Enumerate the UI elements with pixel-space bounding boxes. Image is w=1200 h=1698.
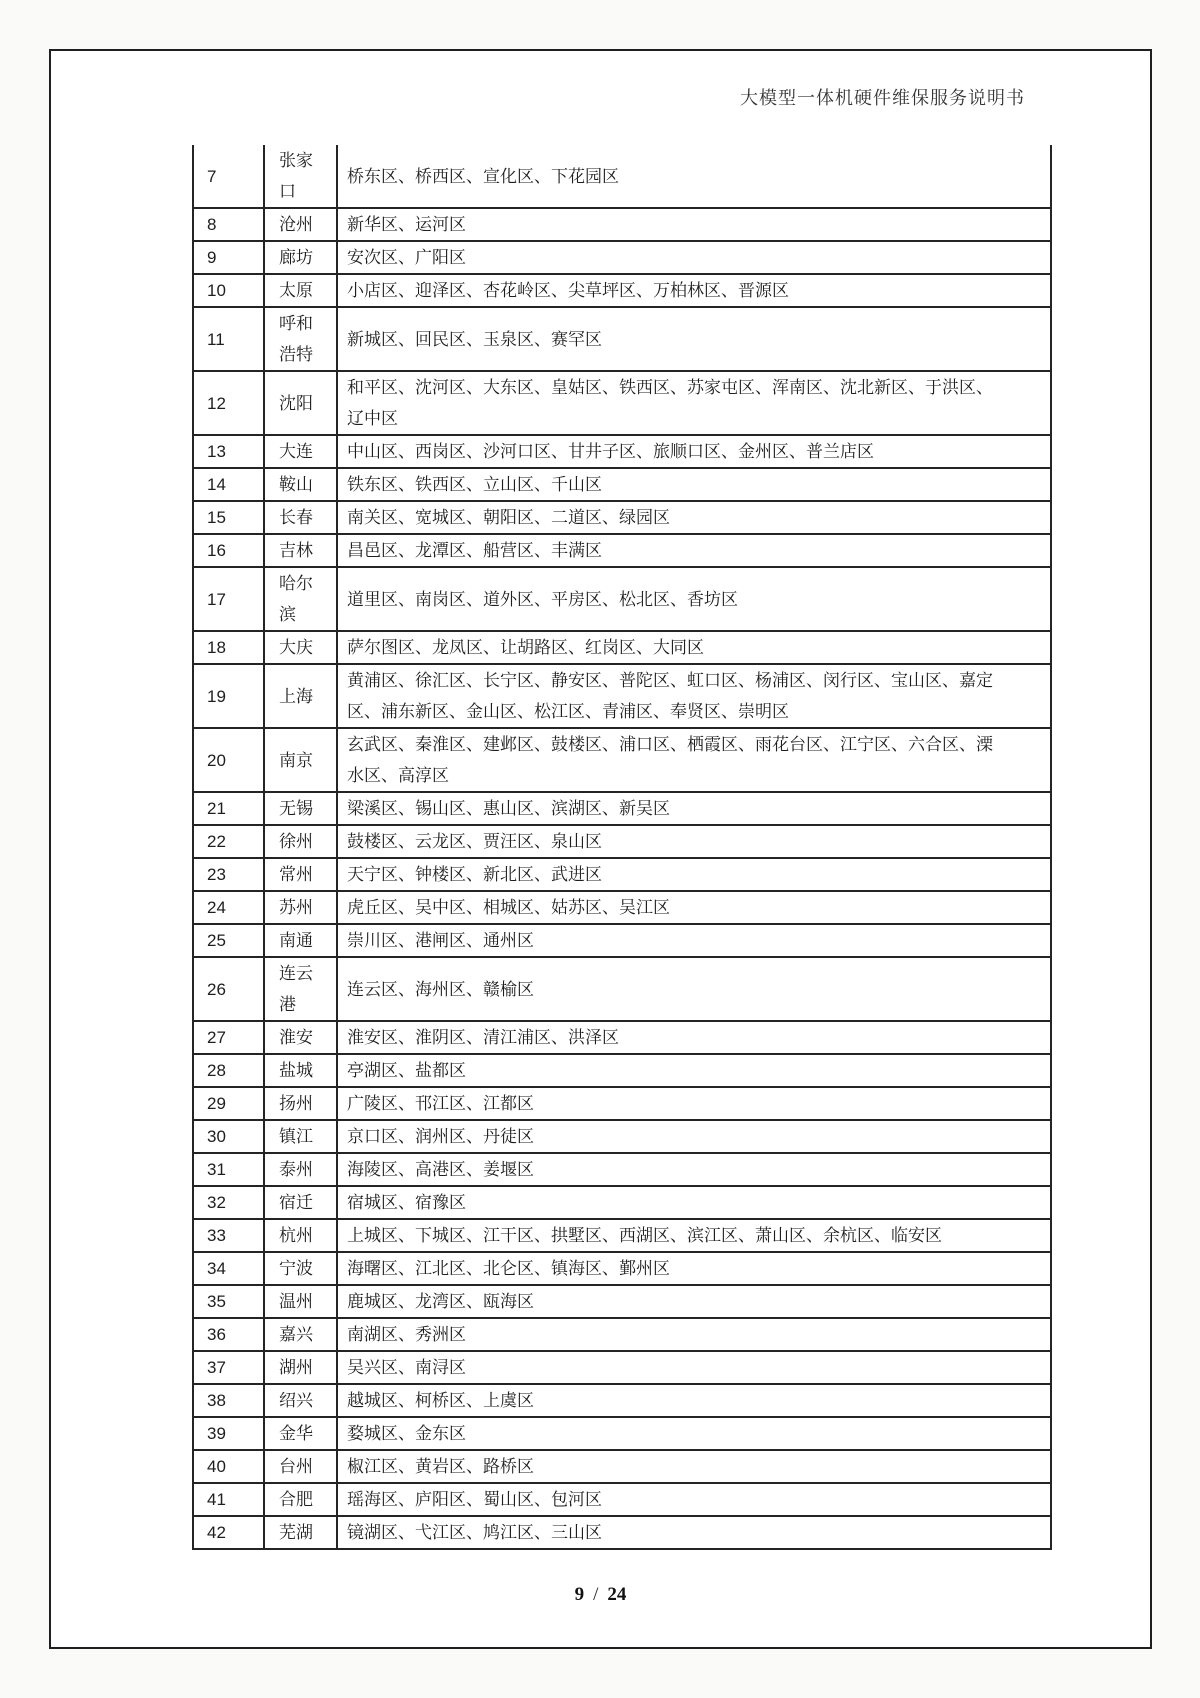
row-number-cell: 42	[193, 1516, 264, 1549]
districts-cell: 越城区、柯桥区、上虞区	[337, 1384, 1051, 1417]
districts-cell: 桥东区、桥西区、宣化区、下花园区	[337, 145, 1051, 208]
districts-cell: 广陵区、邗江区、江都区	[337, 1087, 1051, 1120]
districts-cell: 梁溪区、锡山区、惠山区、滨湖区、新吴区	[337, 792, 1051, 825]
table-row	[193, 825, 1051, 858]
table-row	[193, 1120, 1051, 1153]
table-row	[193, 274, 1051, 307]
table-row	[193, 858, 1051, 891]
districts-cell: 和平区、沈河区、大东区、皇姑区、铁西区、苏家屯区、浑南区、沈北新区、于洪区、辽中区	[337, 371, 1051, 435]
row-number-cell: 36	[193, 1318, 264, 1351]
city-cell: 吉林	[264, 534, 337, 567]
table-row	[193, 957, 1051, 1021]
coverage-table-body	[193, 145, 1051, 1549]
table-row	[193, 145, 1051, 208]
city-cell: 温州	[264, 1285, 337, 1318]
page-number-separator: /	[593, 1584, 599, 1605]
districts-cell: 萨尔图区、龙凤区、让胡路区、红岗区、大同区	[337, 631, 1051, 664]
districts-cell: 黄浦区、徐汇区、长宁区、静安区、普陀区、虹口区、杨浦区、闵行区、宝山区、嘉定区、浦东新区、金山区、松江区、青浦区、奉贤区、崇明区	[337, 664, 1051, 728]
table-row	[193, 1252, 1051, 1285]
table-row	[193, 1318, 1051, 1351]
row-number-cell: 17	[193, 567, 264, 631]
districts-cell: 安次区、广阳区	[337, 241, 1051, 274]
row-number-cell: 27	[193, 1021, 264, 1054]
districts-cell: 亭湖区、盐都区	[337, 1054, 1051, 1087]
row-number-cell: 29	[193, 1087, 264, 1120]
row-number-cell: 28	[193, 1054, 264, 1087]
row-number-cell: 25	[193, 924, 264, 957]
city-cell: 南京	[264, 728, 337, 792]
districts-cell: 连云区、海州区、赣榆区	[337, 957, 1051, 1021]
districts-cell: 淮安区、淮阴区、清江浦区、洪泽区	[337, 1021, 1051, 1054]
city-cell: 湖州	[264, 1351, 337, 1384]
city-cell: 台州	[264, 1450, 337, 1483]
row-number-cell: 7	[193, 145, 264, 208]
row-number-cell: 26	[193, 957, 264, 1021]
city-cell: 无锡	[264, 792, 337, 825]
districts-cell: 海曙区、江北区、北仑区、镇海区、鄞州区	[337, 1252, 1051, 1285]
city-cell: 呼和浩特	[264, 307, 337, 371]
city-cell: 盐城	[264, 1054, 337, 1087]
table-row	[193, 1219, 1051, 1252]
row-number-cell: 30	[193, 1120, 264, 1153]
row-number-cell: 20	[193, 728, 264, 792]
districts-cell: 南湖区、秀洲区	[337, 1318, 1051, 1351]
table-row	[193, 241, 1051, 274]
table-row	[193, 1054, 1051, 1087]
page-footer	[49, 1584, 1152, 1606]
table-row	[193, 307, 1051, 371]
row-number-cell: 41	[193, 1483, 264, 1516]
table-row	[193, 1021, 1051, 1054]
city-cell: 嘉兴	[264, 1318, 337, 1351]
districts-cell: 鼓楼区、云龙区、贾汪区、泉山区	[337, 825, 1051, 858]
city-cell: 沧州	[264, 208, 337, 241]
row-number-cell: 39	[193, 1417, 264, 1450]
city-cell: 镇江	[264, 1120, 337, 1153]
districts-cell: 宿城区、宿豫区	[337, 1186, 1051, 1219]
row-number-cell: 14	[193, 468, 264, 501]
districts-cell: 天宁区、钟楼区、新北区、武进区	[337, 858, 1051, 891]
table-row	[193, 1384, 1051, 1417]
districts-cell: 海陵区、高港区、姜堰区	[337, 1153, 1051, 1186]
table-row	[193, 1153, 1051, 1186]
city-cell: 太原	[264, 274, 337, 307]
districts-cell: 虎丘区、吴中区、相城区、姑苏区、吴江区	[337, 891, 1051, 924]
city-cell: 哈尔滨	[264, 567, 337, 631]
row-number-cell: 22	[193, 825, 264, 858]
table-row	[193, 208, 1051, 241]
districts-cell: 南关区、宽城区、朝阳区、二道区、绿园区	[337, 501, 1051, 534]
city-cell: 鞍山	[264, 468, 337, 501]
row-number-cell: 11	[193, 307, 264, 371]
table-row	[193, 1450, 1051, 1483]
city-cell: 泰州	[264, 1153, 337, 1186]
row-number-cell: 19	[193, 664, 264, 728]
table-row	[193, 1483, 1051, 1516]
table-row	[193, 728, 1051, 792]
row-number-cell: 37	[193, 1351, 264, 1384]
row-number-cell: 33	[193, 1219, 264, 1252]
districts-cell: 中山区、西岗区、沙河口区、甘井子区、旅顺口区、金州区、普兰店区	[337, 435, 1051, 468]
table-row	[193, 1087, 1051, 1120]
city-cell: 上海	[264, 664, 337, 728]
city-cell: 宿迁	[264, 1186, 337, 1219]
districts-cell: 道里区、南岗区、道外区、平房区、松北区、香坊区	[337, 567, 1051, 631]
row-number-cell: 23	[193, 858, 264, 891]
city-cell: 常州	[264, 858, 337, 891]
row-number-cell: 10	[193, 274, 264, 307]
table-row	[193, 567, 1051, 631]
row-number-cell: 21	[193, 792, 264, 825]
table-row	[193, 631, 1051, 664]
row-number-cell: 32	[193, 1186, 264, 1219]
row-number-cell: 18	[193, 631, 264, 664]
districts-cell: 婺城区、金东区	[337, 1417, 1051, 1450]
document-header-title: 大模型一体机硬件维保服务说明书	[740, 88, 1025, 108]
city-cell: 连云港	[264, 957, 337, 1021]
table-row	[193, 891, 1051, 924]
districts-cell: 昌邑区、龙潭区、船营区、丰满区	[337, 534, 1051, 567]
row-number-cell: 16	[193, 534, 264, 567]
districts-cell: 小店区、迎泽区、杏花岭区、尖草坪区、万柏林区、晋源区	[337, 274, 1051, 307]
city-cell: 金华	[264, 1417, 337, 1450]
districts-cell: 上城区、下城区、江干区、拱墅区、西湖区、滨江区、萧山区、余杭区、临安区	[337, 1219, 1051, 1252]
row-number-cell: 15	[193, 501, 264, 534]
table-row	[193, 1516, 1051, 1549]
districts-cell: 玄武区、秦淮区、建邺区、鼓楼区、浦口区、栖霞区、雨花台区、江宁区、六合区、溧水区、高淳区	[337, 728, 1051, 792]
row-number-cell: 35	[193, 1285, 264, 1318]
city-cell: 杭州	[264, 1219, 337, 1252]
districts-cell: 铁东区、铁西区、立山区、千山区	[337, 468, 1051, 501]
districts-cell: 椒江区、黄岩区、路桥区	[337, 1450, 1051, 1483]
table-row	[193, 1186, 1051, 1219]
row-number-cell: 8	[193, 208, 264, 241]
city-cell: 廊坊	[264, 241, 337, 274]
row-number-cell: 13	[193, 435, 264, 468]
city-cell: 长春	[264, 501, 337, 534]
city-cell: 南通	[264, 924, 337, 957]
table-row	[193, 1417, 1051, 1450]
total-page-count: 24	[607, 1584, 627, 1605]
service-coverage-table	[192, 145, 1052, 1550]
city-cell: 合肥	[264, 1483, 337, 1516]
table-row	[193, 468, 1051, 501]
districts-cell: 瑶海区、庐阳区、蜀山区、包河区	[337, 1483, 1051, 1516]
districts-cell: 镜湖区、弋江区、鸠江区、三山区	[337, 1516, 1051, 1549]
districts-cell: 新城区、回民区、玉泉区、赛罕区	[337, 307, 1051, 371]
table-row	[193, 435, 1051, 468]
city-cell: 大连	[264, 435, 337, 468]
city-cell: 淮安	[264, 1021, 337, 1054]
districts-cell: 京口区、润州区、丹徒区	[337, 1120, 1051, 1153]
districts-cell: 鹿城区、龙湾区、瓯海区	[337, 1285, 1051, 1318]
city-cell: 张家口	[264, 145, 337, 208]
row-number-cell: 12	[193, 371, 264, 435]
city-cell: 芜湖	[264, 1516, 337, 1549]
city-cell: 苏州	[264, 891, 337, 924]
table-row	[193, 664, 1051, 728]
table-row	[193, 792, 1051, 825]
city-cell: 徐州	[264, 825, 337, 858]
row-number-cell: 38	[193, 1384, 264, 1417]
table-row	[193, 534, 1051, 567]
districts-cell: 崇川区、港闸区、通州区	[337, 924, 1051, 957]
current-page-number: 9	[574, 1584, 585, 1605]
city-cell: 沈阳	[264, 371, 337, 435]
table-row	[193, 924, 1051, 957]
city-cell: 宁波	[264, 1252, 337, 1285]
row-number-cell: 34	[193, 1252, 264, 1285]
row-number-cell: 9	[193, 241, 264, 274]
row-number-cell: 40	[193, 1450, 264, 1483]
districts-cell: 吴兴区、南浔区	[337, 1351, 1051, 1384]
table-row	[193, 501, 1051, 534]
city-cell: 扬州	[264, 1087, 337, 1120]
row-number-cell: 31	[193, 1153, 264, 1186]
table-row	[193, 371, 1051, 435]
city-cell: 大庆	[264, 631, 337, 664]
table-row	[193, 1285, 1051, 1318]
table-row	[193, 1351, 1051, 1384]
city-cell: 绍兴	[264, 1384, 337, 1417]
districts-cell: 新华区、运河区	[337, 208, 1051, 241]
row-number-cell: 24	[193, 891, 264, 924]
